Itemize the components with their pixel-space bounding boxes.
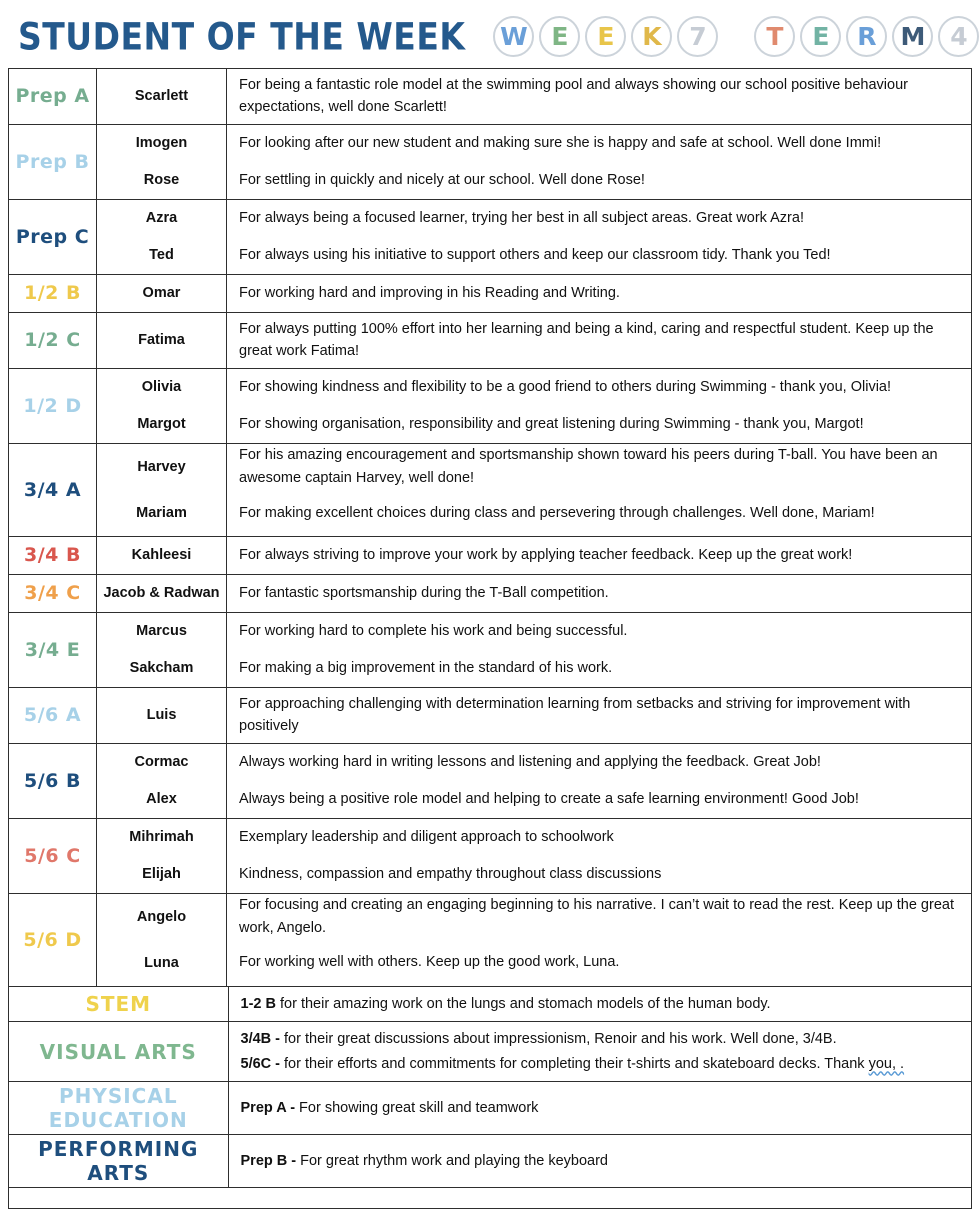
award-entry bbox=[97, 688, 971, 743]
table-row bbox=[9, 1134, 971, 1187]
award-entry bbox=[97, 313, 971, 368]
student-name: Elijah bbox=[97, 856, 227, 893]
award-text: Prep A - For showing great skill and teamwork bbox=[240, 1099, 539, 1116]
award-entry bbox=[97, 575, 971, 612]
table-row bbox=[9, 1021, 971, 1081]
award-text: For always being a focused learner, trying her best in all subject areas. Great work Azra! bbox=[239, 210, 804, 227]
award-text: For showing organisation, responsibility and great listening during Swimming - thank you, Margot! bbox=[239, 416, 864, 433]
award-text: 3/4B - for their great discussions about impressionism, Renoir and his work. Well done, 3/4B. bbox=[240, 1031, 837, 1048]
award-entry bbox=[97, 940, 971, 986]
row-entries bbox=[97, 613, 971, 687]
class-label: 1/2 B bbox=[9, 275, 97, 312]
student-name: Alex bbox=[97, 781, 227, 818]
award-entry bbox=[97, 275, 971, 312]
subject-awards bbox=[229, 1022, 972, 1081]
student-name: Margot bbox=[97, 406, 227, 443]
table-row bbox=[9, 612, 971, 687]
award-entry bbox=[97, 537, 971, 574]
student-name: Harvey bbox=[97, 444, 227, 490]
award-entry bbox=[97, 369, 971, 406]
student-name: Ted bbox=[97, 237, 227, 274]
table-row bbox=[9, 574, 971, 612]
empty-row bbox=[9, 1187, 971, 1208]
award-text: For looking after our new student and making sure she is happy and safe at school. Well done Immi! bbox=[239, 135, 882, 152]
award-text: 5/6C - for their efforts and commitments for completing their t-shirts and skateboard decks. Thank you, . bbox=[240, 1055, 905, 1072]
award-entry bbox=[97, 781, 971, 818]
class-label: Prep C bbox=[9, 200, 97, 274]
row-entries bbox=[97, 894, 971, 986]
class-label: 5/6 D bbox=[9, 894, 97, 986]
award-entry bbox=[97, 200, 971, 237]
award-entry bbox=[97, 856, 971, 893]
student-name: Olivia bbox=[97, 369, 227, 406]
award-text: For settling in quickly and nicely at our school. Well done Rose! bbox=[239, 172, 645, 189]
award-class-prefix: 3/4B - bbox=[240, 1031, 280, 1048]
table-row bbox=[9, 274, 971, 312]
badge-letter: 7 bbox=[677, 16, 718, 57]
row-entries bbox=[97, 537, 971, 574]
student-name: Marcus bbox=[97, 613, 227, 650]
badge-letter: T bbox=[754, 16, 795, 57]
week-term-badges bbox=[493, 16, 979, 57]
student-name: Scarlett bbox=[97, 69, 227, 124]
row-entries bbox=[97, 575, 971, 612]
table-row bbox=[9, 368, 971, 443]
class-label: 1/2 D bbox=[9, 369, 97, 443]
award-text: For working well with others. Keep up the good work, Luna. bbox=[239, 954, 620, 971]
award-entry bbox=[97, 819, 971, 856]
award-text: For always putting 100% effort into her learning and being a kind, caring and respectful student. Keep up the great work Fatima! bbox=[239, 320, 934, 360]
award-class-prefix: Prep B - bbox=[240, 1152, 297, 1169]
row-entries bbox=[97, 744, 971, 818]
row-entries bbox=[97, 275, 971, 312]
award-entry bbox=[97, 162, 971, 199]
student-name: Cormac bbox=[97, 744, 227, 781]
award-text: For always striving to improve your work by applying teacher feedback. Keep up the great work! bbox=[239, 547, 853, 564]
award-text: Always working hard in writing lessons and listening and applying the feedback. Great Job! bbox=[239, 754, 821, 771]
award-text: For showing kindness and flexibility to be a good friend to others during Swimming - thank you, Olivia! bbox=[239, 379, 892, 396]
table-row bbox=[9, 312, 971, 368]
award-text: For fantastic sportsmanship during the T-Ball competition. bbox=[239, 585, 609, 602]
class-label: Prep A bbox=[9, 69, 97, 124]
award-text: Exemplary leadership and diligent approach to schoolwork bbox=[239, 829, 614, 846]
table-row bbox=[9, 1081, 971, 1134]
class-label: 5/6 C bbox=[9, 819, 97, 893]
table-row bbox=[9, 124, 971, 199]
award-text: Prep B - For great rhythm work and playing the keyboard bbox=[240, 1152, 608, 1169]
table-row bbox=[9, 893, 971, 986]
award-entry bbox=[97, 444, 971, 490]
student-name: Luna bbox=[97, 940, 227, 986]
award-text: For working hard and improving in his Reading and Writing. bbox=[239, 285, 620, 302]
row-entries bbox=[97, 688, 971, 743]
row-entries bbox=[97, 819, 971, 893]
award-text: For making a big improvement in the standard of his work. bbox=[239, 660, 613, 677]
subject-awards bbox=[229, 1082, 972, 1134]
awards-table bbox=[8, 68, 972, 1209]
class-label: 3/4 C bbox=[9, 575, 97, 612]
row-entries bbox=[97, 125, 971, 199]
badge-letter: E bbox=[800, 16, 841, 57]
award-entry bbox=[97, 69, 971, 124]
table-row bbox=[9, 687, 971, 743]
student-name: Azra bbox=[97, 200, 227, 237]
class-label: 5/6 B bbox=[9, 744, 97, 818]
class-label: 5/6 A bbox=[9, 688, 97, 743]
table-row bbox=[9, 986, 971, 1021]
award-class-prefix: 1-2 B bbox=[240, 995, 276, 1012]
table-row bbox=[9, 536, 971, 574]
student-name: Sakcham bbox=[97, 650, 227, 687]
class-label: Prep B bbox=[9, 125, 97, 199]
student-name: Mihrimah bbox=[97, 819, 227, 856]
award-entry bbox=[97, 613, 971, 650]
award-entry bbox=[97, 490, 971, 536]
award-text: For being a fantastic role model at the swimming pool and always showing our school positive behaviour expectations, well done Scarlett! bbox=[239, 77, 908, 116]
student-name: Kahleesi bbox=[97, 537, 227, 574]
table-row bbox=[9, 743, 971, 818]
badge-letter: 4 bbox=[938, 16, 979, 57]
table-row bbox=[9, 818, 971, 893]
award-text: Always being a positive role model and helping to create a safe learning environment! Good Job! bbox=[239, 791, 859, 808]
spellcheck-squiggle: you, . bbox=[868, 1055, 905, 1072]
subject-label: PERFORMING ARTS bbox=[9, 1135, 229, 1187]
student-name: Angelo bbox=[97, 894, 227, 940]
award-class-prefix: Prep A - bbox=[240, 1099, 296, 1116]
award-text: For approaching challenging with determination learning from setbacks and striving for improvement with positively bbox=[239, 695, 911, 735]
class-label: 3/4 E bbox=[9, 613, 97, 687]
badge-letter: E bbox=[539, 16, 580, 57]
class-label: 3/4 B bbox=[9, 537, 97, 574]
table-row bbox=[9, 69, 971, 124]
award-text: 1-2 B for their amazing work on the lungs and stomach models of the human body. bbox=[240, 995, 771, 1012]
award-text: For his amazing encouragement and sportsmanship shown toward his peers during T-ball. You have been an awesome captain Harvey, well done! bbox=[239, 447, 938, 486]
award-text: For always using his initiative to support others and keep our classroom tidy. Thank you Ted! bbox=[239, 247, 831, 264]
student-name: Jacob & Radwan bbox=[97, 575, 227, 612]
row-entries bbox=[97, 69, 971, 124]
badge-letter: K bbox=[631, 16, 672, 57]
award-entry bbox=[97, 125, 971, 162]
subject-label: VISUAL ARTS bbox=[9, 1022, 229, 1081]
subject-awards bbox=[229, 987, 972, 1021]
award-text: For making excellent choices during class and persevering through challenges. Well done, Mariam! bbox=[239, 504, 875, 521]
page-title: STUDENT OF THE WEEK bbox=[18, 14, 466, 58]
award-entry bbox=[97, 406, 971, 443]
badge-letter: E bbox=[585, 16, 626, 57]
student-name: Mariam bbox=[97, 490, 227, 536]
award-text: For working hard to complete his work and being successful. bbox=[239, 623, 628, 640]
row-entries bbox=[97, 444, 971, 536]
student-name: Omar bbox=[97, 275, 227, 312]
award-entry bbox=[97, 650, 971, 687]
subject-label: PHYSICAL EDUCATION bbox=[9, 1082, 229, 1134]
row-entries bbox=[97, 313, 971, 368]
class-label: 1/2 C bbox=[9, 313, 97, 368]
award-entry bbox=[97, 237, 971, 274]
subject-awards bbox=[229, 1135, 972, 1187]
student-name: Luis bbox=[97, 688, 227, 743]
badge-letter: W bbox=[493, 16, 534, 57]
table-row bbox=[9, 443, 971, 536]
student-name: Imogen bbox=[97, 125, 227, 162]
award-entry bbox=[97, 744, 971, 781]
row-entries bbox=[97, 200, 971, 274]
badge-letter: M bbox=[892, 16, 933, 57]
award-entry bbox=[97, 894, 971, 940]
badge-letter: R bbox=[846, 16, 887, 57]
award-text: For focusing and creating an engaging beginning to his narrative. I can’t wait to read the rest. Keep up the great work, Angelo. bbox=[239, 897, 954, 936]
award-text: Kindness, compassion and empathy throughout class discussions bbox=[239, 866, 662, 883]
class-label: 3/4 A bbox=[9, 444, 97, 536]
award-class-prefix: 5/6C - bbox=[240, 1055, 280, 1072]
header bbox=[8, 6, 972, 68]
row-entries bbox=[97, 369, 971, 443]
student-name: Rose bbox=[97, 162, 227, 199]
student-name: Fatima bbox=[97, 313, 227, 368]
table-row bbox=[9, 199, 971, 274]
subject-label: STEM bbox=[9, 987, 229, 1021]
